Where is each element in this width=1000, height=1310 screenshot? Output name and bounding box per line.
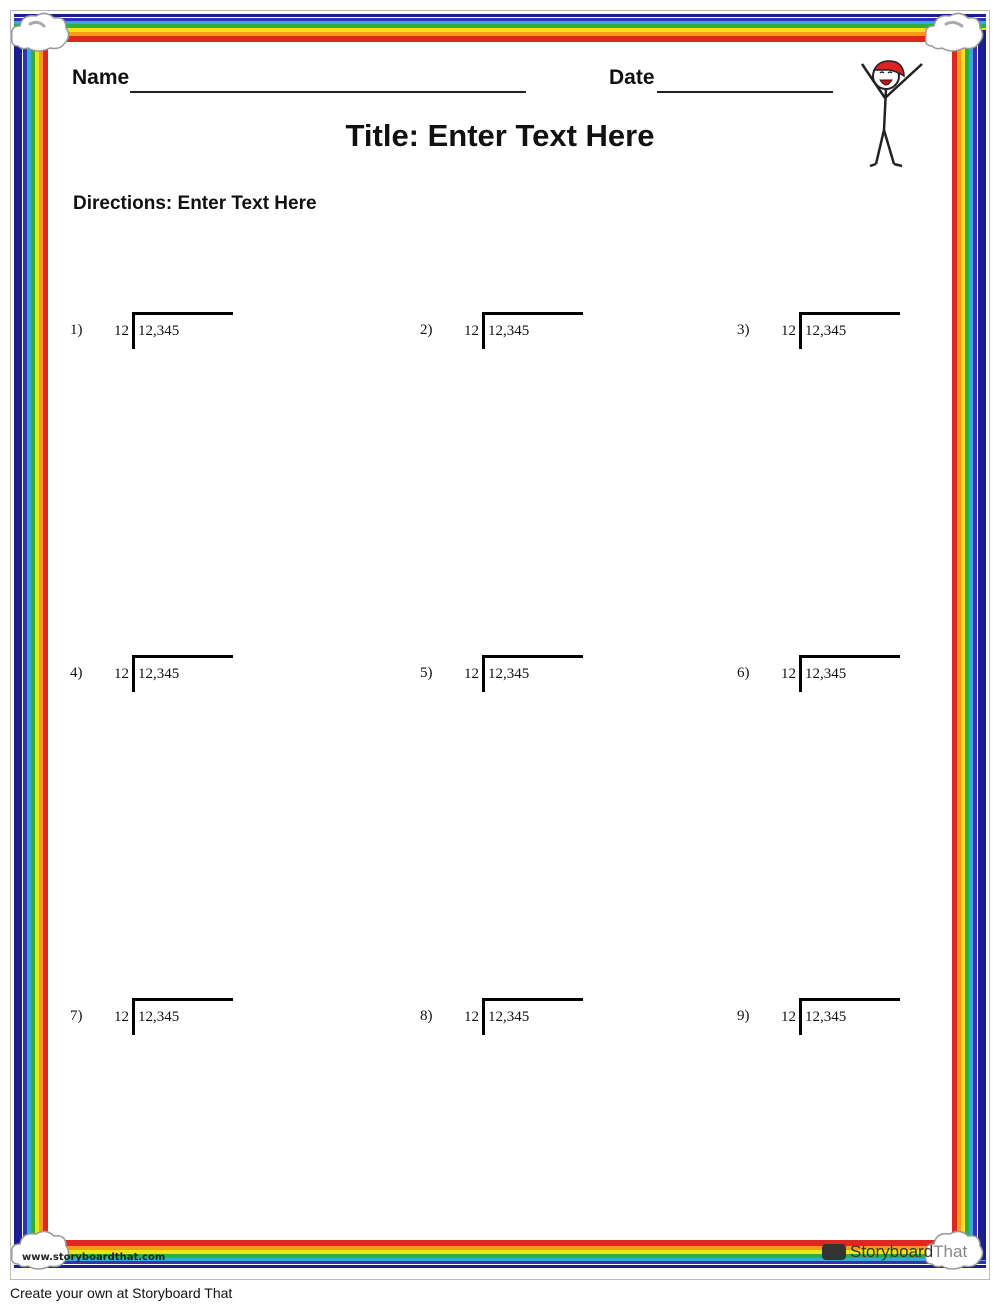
watermark-url: www.storyboardthat.com <box>22 1252 166 1263</box>
dividend: 12,345 <box>138 666 180 682</box>
dividend: 12,345 <box>805 323 847 339</box>
dividend: 12,345 <box>805 666 847 682</box>
divisor: 12 <box>114 1009 129 1025</box>
problem-number: 9) <box>737 1008 750 1024</box>
dividend: 12,345 <box>138 323 180 339</box>
rainbow-border-right <box>952 30 986 1260</box>
divisor: 12 <box>464 666 479 682</box>
division-problem <box>737 655 937 705</box>
problem-number: 3) <box>737 322 750 338</box>
date-label: Date <box>609 66 655 89</box>
logo-main-text: Storyboard <box>850 1242 934 1261</box>
division-problem <box>70 998 270 1048</box>
division-problem <box>737 998 937 1048</box>
problem-number: 7) <box>70 1008 83 1024</box>
dividend: 12,345 <box>488 1009 530 1025</box>
cloud-icon <box>8 8 72 56</box>
division-problem <box>420 655 620 705</box>
dividend: 12,345 <box>805 1009 847 1025</box>
problem-number: 8) <box>420 1008 433 1024</box>
divisor: 12 <box>114 666 129 682</box>
dividend: 12,345 <box>488 666 530 682</box>
page-title: Title: Enter Text Here <box>345 118 655 153</box>
stick-figure-icon <box>850 56 930 172</box>
cloud-icon <box>8 1226 72 1274</box>
problem-number: 6) <box>737 665 750 681</box>
name-label: Name <box>72 66 130 89</box>
divisor: 12 <box>781 1009 796 1025</box>
division-problem <box>70 312 270 362</box>
divisor: 12 <box>464 323 479 339</box>
problem-number: 5) <box>420 665 433 681</box>
problem-number: 2) <box>420 322 433 338</box>
storyboardthat-logo <box>822 1242 982 1264</box>
speech-bubble-icon <box>822 1244 846 1260</box>
rainbow-border-left <box>14 30 48 1260</box>
rainbow-border-top <box>14 14 986 42</box>
footer-caption[interactable]: Create your own at Storyboard That <box>10 1285 233 1301</box>
problem-number: 1) <box>70 322 83 338</box>
inner-page <box>48 44 952 1240</box>
divisor: 12 <box>781 666 796 682</box>
date-field[interactable] <box>657 91 833 93</box>
division-problem <box>70 655 270 705</box>
division-problem <box>420 312 620 362</box>
logo-text <box>850 1242 967 1262</box>
division-problem <box>737 312 937 362</box>
directions-text: Directions: Enter Text Here <box>73 193 317 214</box>
division-problem <box>420 998 620 1048</box>
name-field[interactable] <box>130 91 526 93</box>
dividend: 12,345 <box>138 1009 180 1025</box>
logo-that-text: That <box>933 1242 968 1261</box>
problem-number: 4) <box>70 665 83 681</box>
divisor: 12 <box>781 323 796 339</box>
cloud-icon <box>922 8 986 56</box>
dividend: 12,345 <box>488 323 530 339</box>
divisor: 12 <box>114 323 129 339</box>
divisor: 12 <box>464 1009 479 1025</box>
